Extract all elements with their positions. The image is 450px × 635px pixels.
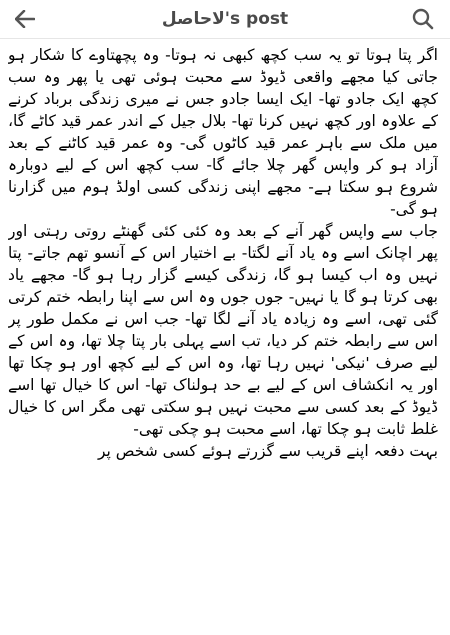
search-button[interactable] (408, 4, 438, 34)
page-title: لاحاصل's post (161, 9, 289, 29)
post-body (8, 44, 438, 635)
post-paragraph: اگر پتا ہوتا تو یہ سب کچھ کبھی نہ ہوتا- وہ پچھتاوے کا شکار ہو جاتی کیا مجھے واقعی ڈیوڈ سے محبت ہوئی تھی یا پھر وہ سب کچھ ایک جادو تھا- ایک ایسا جادو جس نے میری زندگی برباد کرنے کے علاوہ اور کچھ نہیں کرنا تھا- بلال جیل کے اندر عمر قید کاٹے گا، میں ملک سے باہر عمر قید کاٹوں گی- وہ عمر قید کاٹنے کے بعد آزاد ہو کر واپس گھر چلا جائے گا- سب کچھ اس کے لیے دوبارہ شروع ہو سکتا ہے- مجھے اپنی زندگی کسی اولڈ ہوم میں گزارنا ہو گی- (8, 46, 438, 218)
search-icon (412, 8, 434, 30)
top-bar (0, 0, 450, 39)
post-paragraph: جاب سے واپس گھر آنے کے بعد وہ کئی کئی گھنٹے روتی رہتی اور پھر اچانک اسے وہ یاد آنے لگتا- بے اختیار اس کے آنسو تھم جاتے- پتا نہیں وہ اب کیسا ہو گا، زندگی کیسے گزار رہا ہو گا- مجھے یاد بھی کرتا ہو گا یا نہیں- جوں جوں وہ اس سے اپنا رابطہ ختم کرتی گئی تھی، اسے وہ زیادہ یاد آنے لگا تھا- جب اس نے مکمل طور پر اس سے رابطہ ختم کر دیا، تب اسے پہلی بار پتا چلا تھا، وہ اس کے لیے صرف 'نیکی' نہیں رہا تھا، وہ اس کے لیے کچھ اور ہو چکا تھا اور یہ انکشاف اس کے لیے بے حد ہولناک تھا- اس کا خیال تھا اسے ڈیوڈ کے بعد کسی سے محبت نہیں ہو سکتی تھی مگر اس کا خیال غلط ثابت ہو چکا تھا، اسے محبت ہو چکی تھی- (8, 222, 438, 438)
post-paragraph: بہت دفعہ اپنے قریب سے گزرتے ہوئے کسی شخص پر (97, 442, 438, 460)
